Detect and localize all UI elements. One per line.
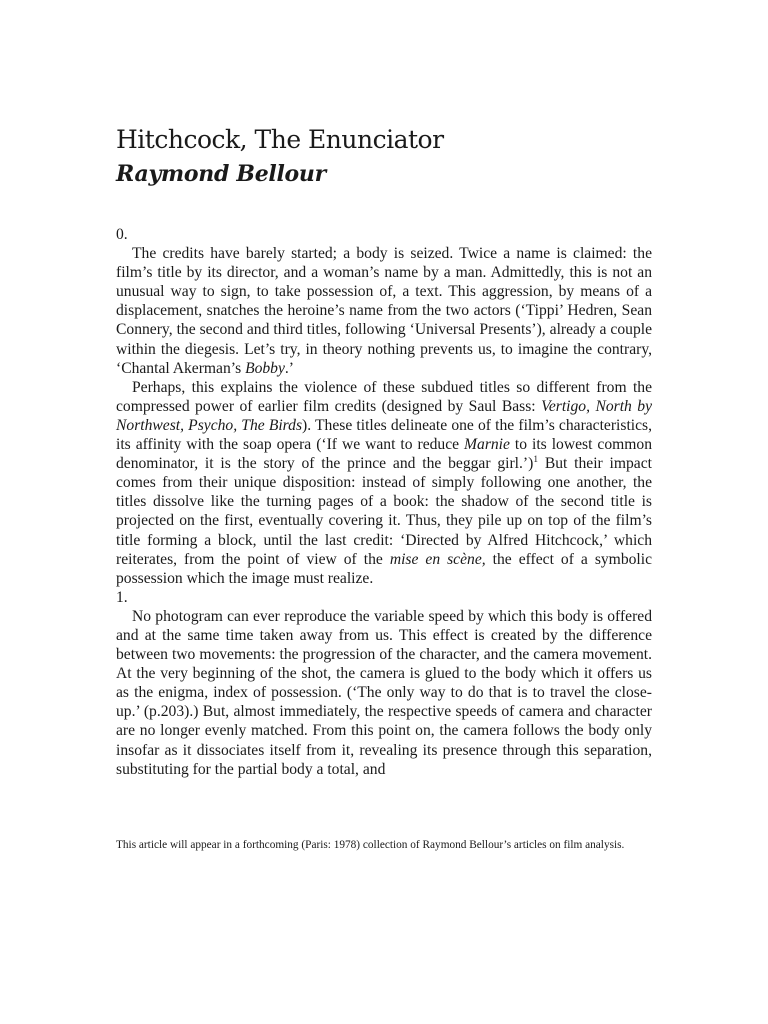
section-number-1: 1. — [116, 588, 128, 606]
section-number-0: 0. — [116, 226, 128, 243]
footnote-marker: 1 — [533, 454, 538, 465]
paragraph-titles — [116, 378, 652, 588]
article-body — [116, 225, 652, 779]
italic-title: Marnie — [464, 436, 510, 454]
italic-title: Bobby — [245, 359, 285, 377]
paragraph-text: .’ — [284, 359, 294, 377]
paragraph-credits — [116, 244, 652, 378]
italic-term: mise en scène, — [389, 550, 486, 568]
paragraph-text: But their impact comes from their unique disposition: instead of simply following one another, the titles dissolve like the turning pages of a book: the shadow of the second title is projected on the first, eventually covering it. Thus, they pile up on top of the film’s title forming a block, until the last credit: ‘Directed by Alfred Hitchcock,’ which reiterates, from the point of view of the — [116, 455, 652, 568]
paragraph-text: The credits have barely started; a body is seized. Twice a name is claimed: the film’s title by its director, and a woman’s name by a man. Admittedly, this is not an unusual way to sign, to take possession of, a text. This aggression, by means of a displacement, snatches the heroine’s name from the two actors (‘Tippi’ Hedren, Sean Connery, the second and third titles, following ‘Universal Presents’), already a couple within the diegesis. Let’s try, in theory nothing prevents us, to imagine the contrary, ‘Chantal Akerman’s — [116, 245, 652, 377]
italic-film-titles: Vertigo, North by Northwest, Psycho, The Birds — [116, 397, 652, 434]
article-author: Raymond Bellour — [116, 161, 326, 187]
paragraph-text: Perhaps, this explains the violence of these subdued titles so different from the compressed power of earlier film credits (designed by Saul Bass: — [116, 378, 652, 415]
article-title: Hitchcock, The Enunciator — [116, 125, 444, 154]
paragraph-text: to its lowest common denominator, it is the story of the prince and the beggar girl.’) — [116, 436, 652, 473]
paragraph-photogram: No photogram can ever reproduce the variable speed by which this body is offered and at the same time taken away from us. This effect is created by the difference between two movements: the progression of the character, and the camera movement. At the very beginning of the shot, the camera is glued to the body which it offers us as the enigma, index of possession. (‘The only way to do that is to travel the close-up.’ (p.203).) But, almost immediately, the respective speeds of camera and character are no longer evenly matched. From this point on, the camera follows the body only insofar as it dissociates itself from it, revealing its presence through this separation, substituting for the partial body a total, and — [116, 607, 652, 778]
article-page — [116, 124, 653, 851]
footnote: This article will appear in a forthcoming (Paris: 1978) collection of Raymond Bellour’s articles on film analysis. — [116, 839, 625, 851]
paragraph-text: ). These titles delineate one of the film’s characteristics, its affinity with the soap opera (‘If we want to reduce — [116, 416, 653, 454]
paragraph-text: the effect of a symbolic possession which the image must realize. — [116, 550, 652, 587]
